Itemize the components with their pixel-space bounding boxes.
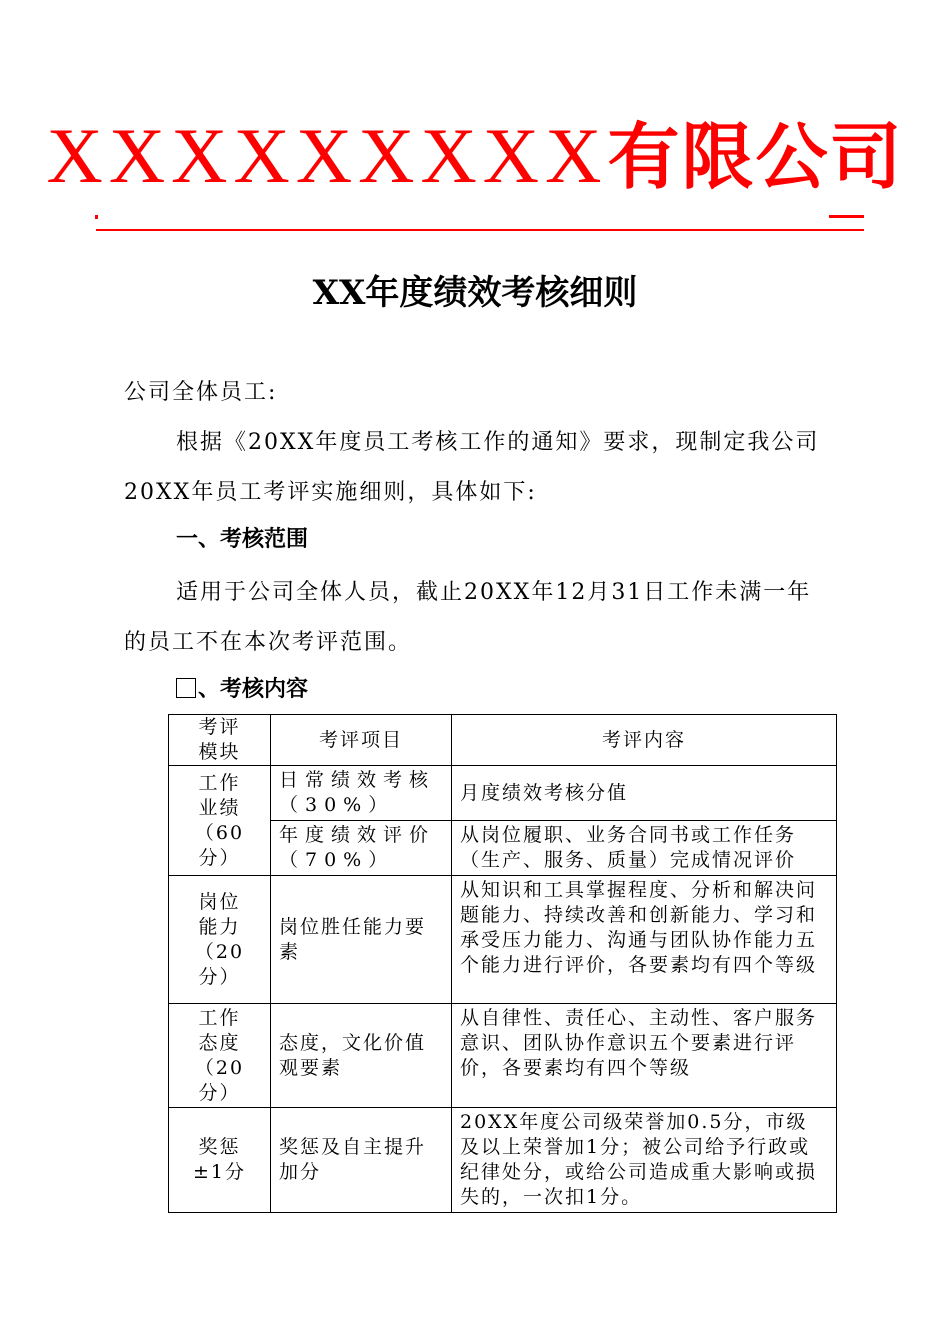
company-name xyxy=(0,108,950,204)
module-cell: 奖惩±1分 xyxy=(169,1108,271,1213)
section1-heading: 一、考核范围 xyxy=(176,527,309,552)
content-cell: 从自律性、责任心、主动性、客户服务意识、团队协作意识五个要素进行评价，各要素均有四个等级 xyxy=(452,1004,837,1108)
company-name-suffix: 有限公司 xyxy=(607,115,904,199)
item-cell: 岗位胜任能力要素 xyxy=(271,876,452,1004)
header-red-dash xyxy=(829,215,864,218)
header-item: 考评项目 xyxy=(271,715,452,766)
intro-paragraph xyxy=(124,418,834,518)
assessment-table xyxy=(168,714,837,1213)
header-red-rule xyxy=(96,229,864,231)
company-name-prefix: XXXXXXXXX xyxy=(46,112,608,199)
content-cell: 月度绩效考核分值 xyxy=(452,766,837,821)
header-red-dot xyxy=(95,215,98,219)
content-cell: 从知识和工具掌握程度、分析和解决问题能力、持续改善和创新能力、学习和承受压力能力、沟通与团队协作能力五个能力进行评价，各要素均有四个等级 xyxy=(452,876,837,1004)
section2-heading xyxy=(176,670,308,710)
module-cell: 岗位能力（20分） xyxy=(169,876,271,1004)
header-module: 考评模块 xyxy=(169,715,271,766)
module-cell: 工作态度（20分） xyxy=(169,1004,271,1108)
table-row xyxy=(169,1108,837,1213)
greeting: 公司全体员工: xyxy=(124,380,278,405)
item-cell: 日常绩效考核（30%） xyxy=(271,766,452,821)
intro-text: 根据《20XX年度员工考核工作的通知》要求，现制定我公司20XX年员工考评实施细则，具体如下: xyxy=(124,430,820,505)
table-row xyxy=(169,876,837,1004)
table-row xyxy=(169,1004,837,1108)
item-cell: 年度绩效评价（70%） xyxy=(271,821,452,876)
table-header-row xyxy=(169,715,837,766)
module-cell: 工作业绩（60分） xyxy=(169,766,271,876)
document-title: XX年度绩效考核细则 xyxy=(312,273,638,313)
section1-text: 适用于公司全体人员，截止20XX年12月31日工作未满一年的员工不在本次考评范围。 xyxy=(124,580,812,655)
content-cell: 从岗位履职、业务合同书或工作任务（生产、服务、质量）完成情况评价 xyxy=(452,821,837,876)
item-cell: 奖惩及自主提升加分 xyxy=(271,1108,452,1213)
table-row xyxy=(169,766,837,821)
section1-paragraph xyxy=(124,568,834,668)
item-cell: 态度，文化价值观要素 xyxy=(271,1004,452,1108)
content-cell: 20XX年度公司级荣誉加0.5分，市级及以上荣誉加1分；被公司给予行政或纪律处分，或给公司造成重大影响或损失的，一次扣1分。 xyxy=(452,1108,837,1213)
section2-heading-text: 、考核内容 xyxy=(198,677,309,702)
box-glyph-icon xyxy=(176,678,196,698)
header-content: 考评内容 xyxy=(452,715,837,766)
